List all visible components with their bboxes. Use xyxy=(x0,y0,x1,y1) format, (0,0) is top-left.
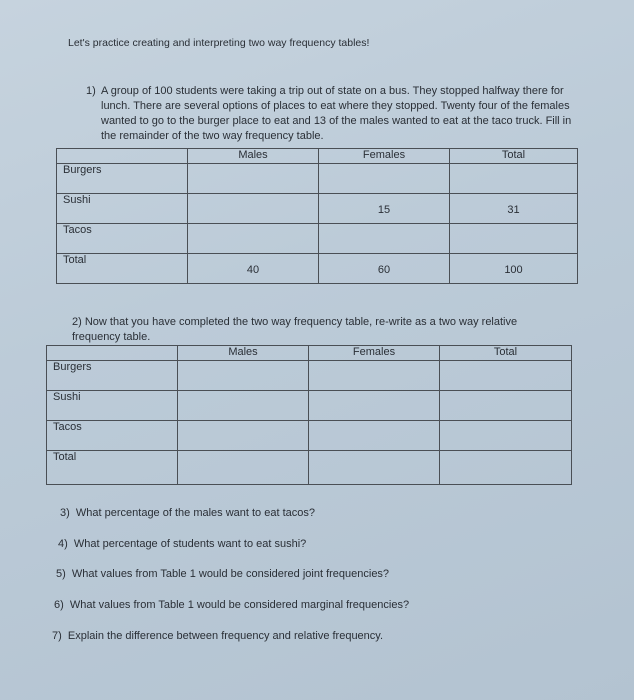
question-6-text: What values from Table 1 would be considered marginal frequencies? xyxy=(69,599,410,611)
row-label: Burgers xyxy=(57,164,188,194)
table-header-blank xyxy=(57,149,188,164)
row-label: Total xyxy=(47,451,178,485)
question-6-number: 6) xyxy=(54,599,64,611)
table-row xyxy=(47,391,572,421)
table-cell[interactable] xyxy=(440,391,572,421)
table-header-total: Total xyxy=(450,149,578,164)
table-cell[interactable] xyxy=(188,194,319,224)
table-row xyxy=(57,164,578,194)
question-4-number: 4) xyxy=(58,538,68,550)
table-cell[interactable] xyxy=(309,391,440,421)
row-label: Burgers xyxy=(47,361,178,391)
table-cell[interactable] xyxy=(188,224,319,254)
table-cell[interactable] xyxy=(450,164,578,194)
table-row xyxy=(47,451,572,485)
row-label: Sushi xyxy=(57,194,188,224)
question-4 xyxy=(58,538,306,550)
question-7 xyxy=(52,630,383,642)
problem-1-number: 1) xyxy=(86,85,96,97)
question-3-number: 3) xyxy=(60,507,70,519)
table-cell[interactable] xyxy=(309,421,440,451)
table-header-row xyxy=(57,149,578,164)
question-6 xyxy=(54,599,409,611)
table-cell[interactable]: 15 xyxy=(319,194,450,224)
table-header-total: Total xyxy=(440,346,572,361)
table-row xyxy=(57,194,578,224)
problem-2-text: Now that you have completed the two way frequency table, re-write as a two way relative frequency table. xyxy=(72,316,518,343)
problem-2 xyxy=(72,315,562,345)
relative-frequency-table xyxy=(46,345,572,485)
table-row xyxy=(47,361,572,391)
table-cell[interactable] xyxy=(440,451,572,485)
question-7-text: Explain the difference between frequency and relative frequency. xyxy=(67,630,384,642)
table-row xyxy=(57,224,578,254)
question-3-text: What percentage of the males want to eat tacos? xyxy=(75,507,315,519)
problem-1-text: A group of 100 students were taking a trip out of state on a bus. They stopped halfway there for lunch. There are several options of places to eat where they stopped. Twenty four of the females wanted to go to the burger place to eat and 13 of the males wanted to eat at the taco truck. Fill in the remainder of the two way frequency table. xyxy=(101,85,572,142)
table-cell[interactable] xyxy=(450,224,578,254)
table-header-males: Males xyxy=(178,346,309,361)
table-header-males: Males xyxy=(188,149,319,164)
table-cell[interactable] xyxy=(319,164,450,194)
table-cell[interactable] xyxy=(178,421,309,451)
table-cell[interactable] xyxy=(440,361,572,391)
table-header-females: Females xyxy=(319,149,450,164)
question-5 xyxy=(56,568,389,580)
worksheet-title: Let's practice creating and interpreting two way frequency tables! xyxy=(68,37,370,49)
table-cell[interactable]: 31 xyxy=(450,194,578,224)
row-label: Tacos xyxy=(47,421,178,451)
table-header-blank xyxy=(47,346,178,361)
table-cell[interactable] xyxy=(309,451,440,485)
row-label: Total xyxy=(57,254,188,284)
problem-1 xyxy=(86,84,586,144)
table-row xyxy=(57,254,578,284)
table-cell[interactable]: 60 xyxy=(319,254,450,284)
question-7-number: 7) xyxy=(52,630,62,642)
row-label: Tacos xyxy=(57,224,188,254)
frequency-table xyxy=(56,148,578,284)
table-header-row xyxy=(47,346,572,361)
table-cell[interactable] xyxy=(178,451,309,485)
table-row xyxy=(47,421,572,451)
question-5-number: 5) xyxy=(56,568,66,580)
question-3 xyxy=(60,507,315,519)
table-header-females: Females xyxy=(309,346,440,361)
row-label: Sushi xyxy=(47,391,178,421)
table-cell[interactable] xyxy=(178,391,309,421)
table-cell[interactable] xyxy=(188,164,319,194)
question-5-text: What values from Table 1 would be considered joint frequencies? xyxy=(71,568,390,580)
table-cell[interactable]: 40 xyxy=(188,254,319,284)
table-cell[interactable] xyxy=(440,421,572,451)
question-4-text: What percentage of students want to eat sushi? xyxy=(73,538,307,550)
table-cell[interactable] xyxy=(319,224,450,254)
table-cell[interactable]: 100 xyxy=(450,254,578,284)
table-cell[interactable] xyxy=(178,361,309,391)
problem-2-number: 2) xyxy=(72,316,82,328)
table-cell[interactable] xyxy=(309,361,440,391)
